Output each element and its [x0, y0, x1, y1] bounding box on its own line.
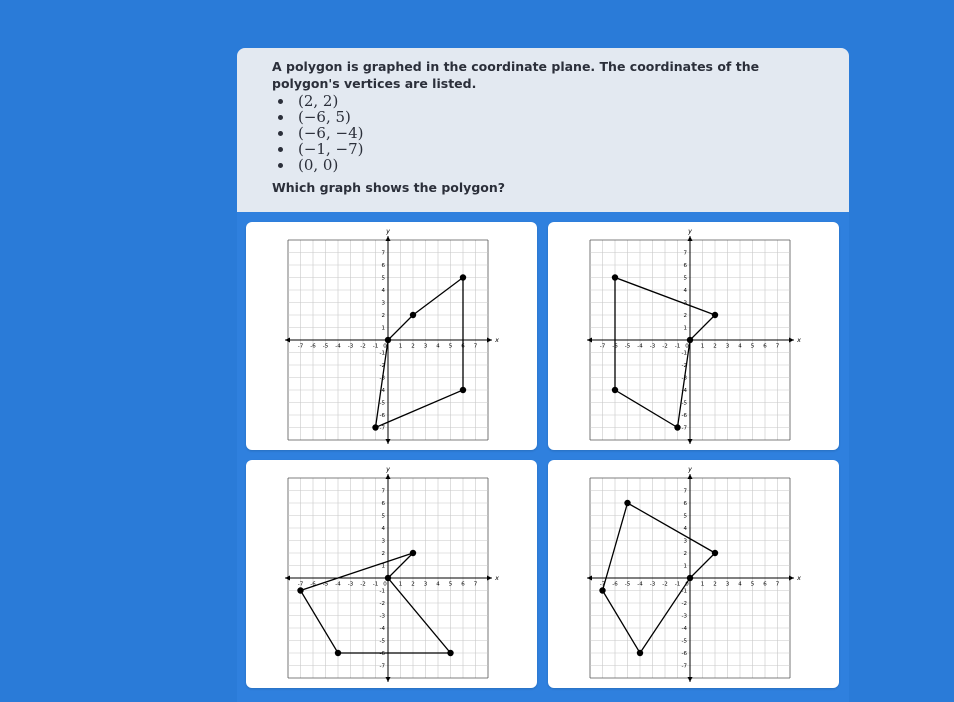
x-tick-label: -6: [612, 343, 618, 350]
vertex-point: [624, 500, 630, 506]
graph-option-b: [548, 222, 839, 450]
x-tick-label: 6: [763, 581, 767, 588]
y-tick-label: 6: [683, 263, 687, 269]
x-tick-label: -1: [674, 343, 681, 350]
y-tick-label: 4: [683, 526, 687, 532]
answer-option-d[interactable]: [548, 460, 839, 688]
x-tick-label: 3: [423, 343, 428, 350]
x-tick-label: 2: [411, 343, 415, 350]
y-tick-label: -6: [379, 413, 385, 419]
x-tick-label: 0: [685, 343, 689, 350]
x-tick-label: -1: [372, 581, 379, 588]
y-tick-label: 4: [381, 288, 385, 294]
x-tick-label: -4: [637, 343, 643, 350]
x-tick-label: -5: [322, 343, 329, 350]
x-tick-label: -7: [599, 343, 606, 350]
vertex-point: [599, 587, 605, 593]
vertex-point: [297, 587, 303, 593]
answer-option-b[interactable]: [548, 222, 839, 450]
x-tick-label: -7: [599, 581, 606, 588]
x-tick-label: -4: [335, 581, 341, 588]
x-tick-label: -3: [347, 343, 354, 350]
vertex-point: [674, 424, 680, 430]
x-tick-label: 7: [775, 581, 780, 588]
x-tick-label: -4: [637, 581, 643, 588]
x-tick-label: 4: [436, 581, 440, 588]
x-axis-label: x: [797, 574, 801, 582]
y-tick-label: 2: [683, 551, 687, 557]
vertex-point: [460, 387, 466, 393]
x-tick-label: 6: [461, 343, 465, 350]
vertex-coordinate: (−6, 5): [298, 108, 351, 126]
y-axis-label: y: [386, 227, 390, 235]
y-tick-label: -1: [681, 350, 687, 357]
x-tick-label: -6: [612, 581, 618, 588]
x-tick-label: 7: [473, 581, 478, 588]
graph-option-d: [548, 460, 839, 688]
y-tick-label: -4: [379, 626, 385, 632]
question-card: [237, 48, 849, 212]
x-tick-label: 1: [700, 343, 705, 350]
x-tick-label: 4: [738, 581, 742, 588]
x-tick-label: 6: [461, 581, 465, 588]
y-tick-label: -5: [681, 638, 687, 645]
y-tick-label: 7: [683, 250, 687, 257]
vertex-point: [712, 312, 718, 318]
x-tick-label: -2: [662, 343, 668, 350]
x-tick-label: 0: [685, 581, 689, 588]
y-tick-label: 6: [683, 501, 687, 507]
bullet-icon: [278, 131, 283, 136]
y-tick-label: 3: [683, 300, 687, 307]
y-tick-label: 1: [683, 563, 687, 570]
y-tick-label: -5: [379, 400, 385, 407]
x-tick-label: -4: [335, 343, 341, 350]
x-axis-arrow-icon: [285, 576, 290, 581]
vertex-point: [385, 575, 391, 581]
x-axis-arrow-icon: [587, 576, 592, 581]
x-axis-arrow-icon: [487, 576, 492, 581]
vertex-coordinate: (2, 2): [298, 92, 339, 110]
y-tick-label: 2: [683, 313, 687, 319]
x-tick-label: -6: [310, 581, 316, 588]
x-tick-label: 0: [383, 343, 387, 350]
x-tick-label: 4: [436, 343, 440, 350]
x-tick-label: -1: [372, 343, 379, 350]
bullet-icon: [278, 115, 283, 120]
y-axis-arrow-icon: [688, 677, 693, 682]
y-tick-label: -2: [681, 601, 687, 607]
x-axis-label: x: [797, 336, 801, 344]
x-tick-label: 5: [750, 343, 755, 350]
x-axis-arrow-icon: [285, 338, 290, 343]
vertex-point: [612, 274, 618, 280]
vertex-point: [687, 337, 693, 343]
x-tick-label: 5: [448, 581, 453, 588]
y-tick-label: 6: [381, 501, 385, 507]
y-tick-label: 4: [381, 526, 385, 532]
y-tick-label: 5: [683, 513, 687, 520]
x-tick-label: 4: [738, 343, 742, 350]
vertex-point: [637, 650, 643, 656]
y-axis-arrow-icon: [386, 439, 391, 444]
y-tick-label: -7: [681, 663, 687, 670]
y-axis-arrow-icon: [386, 677, 391, 682]
x-tick-label: -3: [649, 581, 656, 588]
y-tick-label: -2: [379, 601, 385, 607]
x-tick-label: 0: [383, 581, 387, 588]
vertex-point: [612, 387, 618, 393]
vertex-point: [410, 312, 416, 318]
y-tick-label: -4: [379, 388, 385, 394]
x-tick-label: 1: [398, 581, 403, 588]
y-tick-label: -2: [379, 363, 385, 369]
answer-option-c[interactable]: [246, 460, 537, 688]
vertex-point: [460, 274, 466, 280]
y-tick-label: -3: [379, 375, 385, 382]
y-tick-label: -4: [681, 626, 687, 632]
x-tick-label: -3: [649, 343, 656, 350]
x-tick-label: -2: [360, 581, 366, 588]
y-tick-label: 5: [381, 513, 385, 520]
x-tick-label: -3: [347, 581, 354, 588]
y-tick-label: 2: [381, 551, 385, 557]
y-tick-label: -7: [379, 425, 385, 432]
y-axis-label: y: [386, 465, 390, 473]
x-tick-label: 5: [750, 581, 755, 588]
y-tick-label: 3: [683, 538, 687, 545]
y-tick-label: 3: [381, 300, 385, 307]
x-tick-label: -6: [310, 343, 316, 350]
y-axis-arrow-icon: [386, 236, 391, 241]
vertex-list: [272, 93, 827, 173]
y-tick-label: 6: [381, 263, 385, 269]
vertex-item: [272, 109, 827, 125]
question-ask: Which graph shows the polygon?: [272, 180, 506, 195]
y-tick-label: 5: [683, 275, 687, 282]
x-tick-label: -1: [674, 581, 681, 588]
x-tick-label: -5: [624, 343, 631, 350]
y-tick-label: -3: [681, 375, 687, 382]
x-tick-label: 1: [398, 343, 403, 350]
y-tick-label: -1: [681, 588, 687, 595]
question-prompt: A polygon is graphed in the coordinate plane. The coordinates of the polygon's vertices are listed.: [272, 59, 760, 91]
x-tick-label: 6: [763, 343, 767, 350]
x-tick-label: -5: [322, 581, 329, 588]
x-tick-label: 3: [725, 343, 730, 350]
x-axis-arrow-icon: [487, 338, 492, 343]
vertex-coordinate: (−6, −4): [298, 124, 364, 142]
y-tick-label: 7: [683, 488, 687, 495]
x-tick-label: -2: [662, 581, 668, 588]
x-tick-label: 2: [713, 343, 717, 350]
y-tick-label: -4: [681, 388, 687, 394]
x-tick-label: 5: [448, 343, 453, 350]
y-tick-label: 2: [381, 313, 385, 319]
vertex-point: [372, 424, 378, 430]
vertex-point: [447, 650, 453, 656]
y-tick-label: 5: [381, 275, 385, 282]
x-tick-label: -7: [297, 343, 304, 350]
x-tick-label: 3: [725, 581, 730, 588]
y-tick-label: -6: [681, 651, 687, 657]
y-axis-arrow-icon: [386, 474, 391, 479]
vertex-item: [272, 93, 827, 109]
vertex-point: [385, 337, 391, 343]
y-tick-label: -7: [681, 425, 687, 432]
vertex-coordinate: (0, 0): [298, 156, 339, 174]
y-tick-label: -5: [379, 638, 385, 645]
graph-option-a: [246, 222, 537, 450]
y-tick-label: -6: [681, 413, 687, 419]
y-tick-label: -3: [681, 613, 687, 620]
vertex-item: [272, 141, 827, 157]
vertex-item: [272, 125, 827, 141]
y-axis-arrow-icon: [688, 439, 693, 444]
y-axis-label: y: [688, 227, 692, 235]
y-axis-arrow-icon: [688, 236, 693, 241]
y-tick-label: 1: [381, 325, 385, 332]
y-tick-label: -7: [379, 663, 385, 670]
x-tick-label: 7: [775, 343, 780, 350]
bullet-icon: [278, 147, 283, 152]
vertex-point: [712, 550, 718, 556]
y-tick-label: -5: [681, 400, 687, 407]
bullet-icon: [278, 99, 283, 104]
y-tick-label: -2: [681, 363, 687, 369]
x-tick-label: -2: [360, 343, 366, 350]
y-tick-label: 3: [381, 538, 385, 545]
x-tick-label: -5: [624, 581, 631, 588]
x-axis-arrow-icon: [789, 576, 794, 581]
y-axis-arrow-icon: [688, 474, 693, 479]
y-tick-label: 7: [381, 488, 385, 495]
answer-option-a[interactable]: [246, 222, 537, 450]
x-tick-label: 2: [713, 581, 717, 588]
vertex-point: [410, 550, 416, 556]
x-tick-label: 2: [411, 581, 415, 588]
bullet-icon: [278, 163, 283, 168]
y-tick-label: -6: [379, 651, 385, 657]
vertex-point: [687, 575, 693, 581]
y-tick-label: 1: [381, 563, 385, 570]
y-tick-label: 1: [683, 325, 687, 332]
x-axis-label: x: [495, 574, 499, 582]
x-tick-label: 3: [423, 581, 428, 588]
y-tick-label: -1: [379, 588, 385, 595]
vertex-point: [335, 650, 341, 656]
y-tick-label: -3: [379, 613, 385, 620]
x-tick-label: 7: [473, 343, 478, 350]
x-tick-label: 1: [700, 581, 705, 588]
x-tick-label: -7: [297, 581, 304, 588]
y-tick-label: 7: [381, 250, 385, 257]
graph-option-c: [246, 460, 537, 688]
x-axis-arrow-icon: [789, 338, 794, 343]
x-axis-arrow-icon: [587, 338, 592, 343]
y-axis-label: y: [688, 465, 692, 473]
vertex-coordinate: (−1, −7): [298, 140, 364, 158]
vertex-item: [272, 157, 827, 173]
y-tick-label: -1: [379, 350, 385, 357]
x-axis-label: x: [495, 336, 499, 344]
y-tick-label: 4: [683, 288, 687, 294]
